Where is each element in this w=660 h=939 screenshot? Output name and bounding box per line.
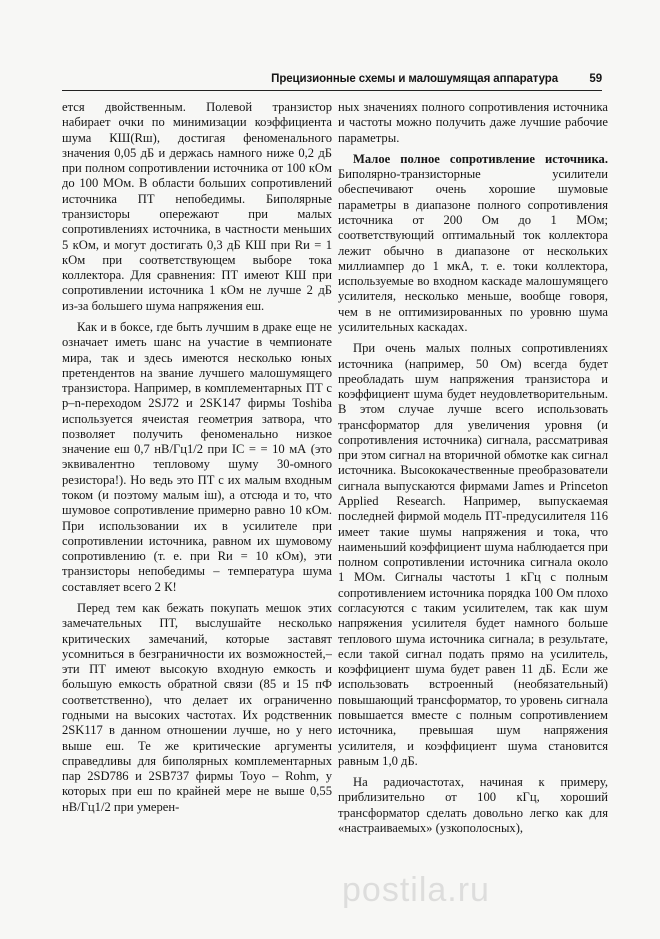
right-column <box>338 100 608 915</box>
subheading: Малое полное сопротивление источника. <box>353 151 608 166</box>
paragraph: Как и в боксе, где быть лучшим в драке еще не означает иметь шанс на участие в чемпионате мира, так и здесь имеются несколько юных претендентов на звание лучшего малошумящего транзистора. Например, в комплементарных ПТ с p–n-переходом 2SJ72 и 2SK147 фирмы Toshiba используется ячеистая геометрия затвора, что позволяет получить феноменально низкое значение eш 0,7 нВ/Гц1/2 при IC = = 10 мА (это эквивалентно тепловому шуму 30-омного резистора!). Но ведь это ПТ с их малым входным током (и поэтому малым iш), а отсюда и то, что шумовое сопротивление примерно равно 10 кОм. При использовании их в усилителе при сопротивлении источника, равном их шумовому сопротивлению (т. е. при Rи = 10 кОм), эти транзисторы непобедимы – температура шума составляет всего 2 К! <box>62 319 332 594</box>
paragraph: На радиочастотах, начиная к примеру, приблизительно от 100 кГц, хороший трансформатор сделать довольно легко как для «настраиваемых» (узкополосных), <box>338 775 608 835</box>
watermark: postila.ru <box>342 871 490 909</box>
paragraph: При очень малых полных сопротивлениях источника (например, 50 Ом) всегда будет преобладать шум напряжения транзистора и коэффициент шума будет неудовлетворительным. В этом случае лучше всего использовать трансформатор для увеличения уровня (и сопротивления источника) сигнала, рассматривая при этом сигнал на вторичной обмотке как сигнал источника. Высококачественные преобразователи сигнала выпускаются фирмами James и Princeton Applied Research. Например, выпускаемая последней фирмой модель ПТ-предусилителя 116 имеет такие шумы напряжения и тока, что наименьший коэффициент шума наблюдается при полном сопротивлении источника сигнала около 1 МОм. Сигналы частоты 1 кГц с полным сопротивлением источника порядка 100 Ом плохо согласуются с таким усилителем, так как шум напряжения усилителя будет намного больше теплового шума источника сигнала; в результате, если такой сигнал подать прямо на усилитель, коэффициент шума будет равен 11 дБ. Если же использовать встроенный (необязательный) повышающий трансформатор, то уровень сигнала повышается вместе с полным сопротивлением источника, превышая шум напряжения усилителя, и коэффициент шума становится равным 1,0 дБ. <box>338 341 608 768</box>
left-column <box>62 100 332 915</box>
paragraph: ных значениях полного сопротивления источника и частоты можно получить даже лучшие рабочие параметры. <box>338 100 608 145</box>
running-title: Прецизионные схемы и малошумящая аппаратура <box>271 73 558 85</box>
page-number: 59 <box>589 73 602 85</box>
paragraph: ется двойственным. Полевой транзистор набирает очки по минимизации коэффициента шума КШ(Rш), достигая феноменального значения 0,05 дБ и держась намного ниже 0,2 дБ при полном сопротивлении источника от 100 кОм до 100 МОм. В области больших сопротивлений источника ПТ непобедимы. Биполярные транзисторы опережают при малых сопротивлениях источника, в частности меньших 5 кОм, и могут достигать 0,3 дБ КШ при Rи = 1 кОм при соответствующем выборе тока коллектора. Для сравнения: ПТ имеют КШ при сопротивлении источника 1 кОм не лучше 2 дБ из-за большего шума напряжения eш. <box>62 100 332 313</box>
running-header <box>62 72 602 91</box>
paragraph: Перед тем как бежать покупать мешок этих замечательных ПТ, выслушайте несколько критических замечаний, которые заставят усомниться в безграничности их возможностей,–эти ПТ имеют высокую входную емкость и большую емкость обратной связи (85 и 15 пФ соответственно), что делает их ограниченно годными на высоких частотах. Их родственник 2SK117 в данном отношении лучше, но у него выше eш. Те же критические аргументы справедливы для биполярных комплементарных пар 2SD786 и 2SB737 фирмы Toyo – Rohm, у которых при eш по крайней мере не выше 0,55 нВ/Гц1/2 при умерен- <box>62 601 332 814</box>
subsection-paragraph <box>338 152 608 335</box>
paragraph-text: Биполярно-транзисторные усилители обеспечивают очень хорошие шумовые параметры в диапазоне полного сопротивления источника от 200 Ом до 1 МОм; соответствующий оптимальный ток коллектора лежит обычно в диапазоне от нескольких миллиампер до 1 мкА, т. е. токи коллектора, используемые во входном каскаде малошумящего усилителя, несколько меньше, вообще говоря, чем в не оптимизированных по уровню шума усилительных каскадах. <box>338 167 608 334</box>
